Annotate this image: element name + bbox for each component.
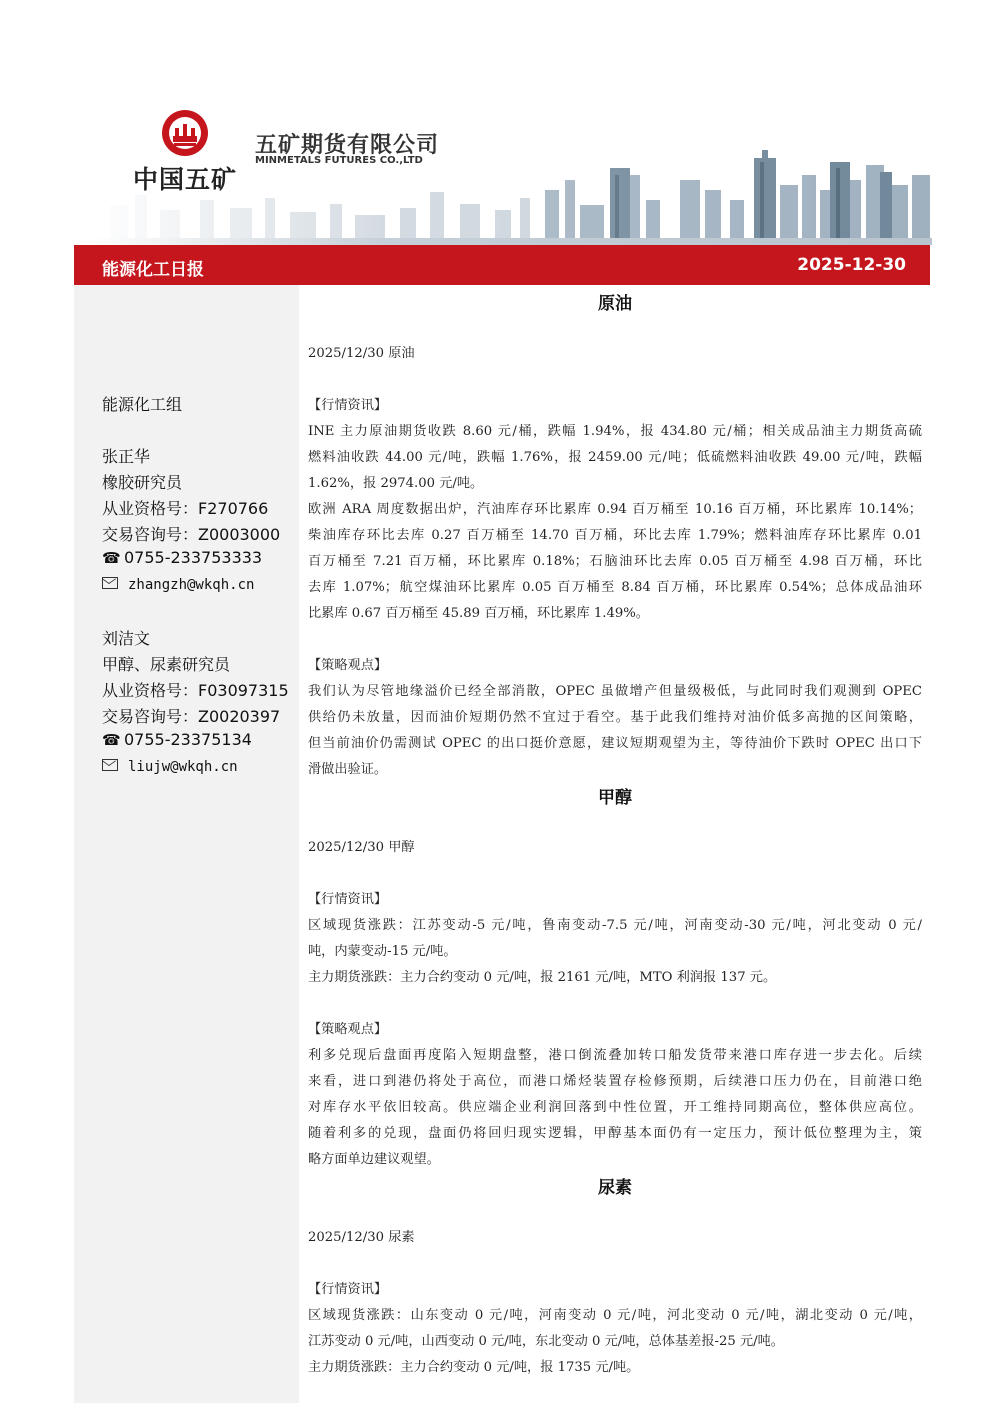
analyst-email[interactable]: zhangzh@wkqh.cn <box>128 577 255 593</box>
paragraph-line: 略方面单边建议观望。 <box>308 1152 440 1167</box>
analyst-sidebar <box>74 285 299 1403</box>
paragraph-line: 柴油库存环比去库 0.27 百万桶至 14.70 百万桶，环比去库 1.79%；燃料油库存环比累库 0.01 <box>308 528 922 543</box>
news-label: 【行情资讯】 <box>308 1282 388 1297</box>
view-label: 【策略观点】 <box>308 1022 388 1037</box>
view-label: 【策略观点】 <box>308 658 388 673</box>
paragraph-line: 比累库 0.67 百万桶至 45.89 百万桶，环比累库 1.49%。 <box>308 606 649 621</box>
paragraph-line: 随着利多的兑现，盘面仍将回归现实逻辑，甲醇基本面仍有一定压力，预计低位整理为主，策 <box>308 1126 922 1141</box>
group-name: 能源化工组 <box>102 395 183 414</box>
analyst-role: 橡胶研究员 <box>102 473 183 492</box>
report-date: 2025-12-30 <box>797 255 906 275</box>
paragraph-line: 去库 1.07%；航空煤油环比累库 0.05 百万桶至 8.84 百万桶，环比累库 0.54%；总体成品油环 <box>308 580 922 595</box>
paragraph-line: 吨，内蒙变动-15 元/吨。 <box>308 944 457 959</box>
paragraph-line: 主力期货涨跌：主力合约变动 0 元/吨，报 2161 元/吨，MTO 利润报 137 元。 <box>308 970 777 985</box>
analyst-email-line <box>102 756 238 775</box>
analyst-license: 从业资格号：F270766 <box>102 499 269 518</box>
paragraph-line: 区域现货涨跌：山东变动 0 元/吨，河南变动 0 元/吨，河北变动 0 元/吨，湖北变动 0 元/吨， <box>308 1308 922 1323</box>
paragraph-line: 欧洲 ARA 周度数据出炉，汽油库存环比累库 0.94 百万桶至 10.16 百万桶，环比累库 10.14%； <box>308 502 922 517</box>
analyst-consult-id: 交易咨询号：Z0020397 <box>102 707 281 726</box>
section-date-line: 2025/12/30 甲醇 <box>308 840 415 855</box>
analyst-phone-line <box>102 730 252 749</box>
analyst-phone: 0755-233753333 <box>124 548 263 567</box>
section-title-methanol: 甲醇 <box>598 788 632 808</box>
paragraph-line: 对库存水平依旧较高。供应端企业利润回落到中性位置，开工维持同期高位，整体供应高位。 <box>308 1100 922 1115</box>
phone-icon: ☎ <box>102 549 121 567</box>
paragraph-line: 燃料油收跌 44.00 元/吨，跌幅 1.76%，报 2459.00 元/吨；低硫燃料油收跌 49.00 元/吨，跌幅 <box>308 450 922 465</box>
report-header <box>0 0 992 245</box>
paragraph-line: 江苏变动 0 元/吨，山西变动 0 元/吨，东北变动 0 元/吨，总体基差报-25 元/吨。 <box>308 1334 784 1349</box>
paragraph-line: 滑做出验证。 <box>308 762 388 777</box>
analyst-email-line <box>102 574 254 593</box>
paragraph-line: 百万桶至 7.21 百万桶，环比累库 0.18%；石脑油环比去库 0.05 百万桶至 4.98 百万桶，环比 <box>308 554 922 569</box>
section-title-urea: 尿素 <box>598 1178 632 1198</box>
analyst-phone-line <box>102 548 262 567</box>
envelope-icon <box>102 577 118 589</box>
paragraph-line: INE 主力原油期货收跌 8.60 元/桶，跌幅 1.94%，报 434.80 元/桶；相关成品油主力期货高硫 <box>308 424 922 439</box>
report-banner <box>74 245 930 285</box>
section-date-line: 2025/12/30 尿素 <box>308 1230 415 1245</box>
company-name-en: MINMETALS FUTURES CO.,LTD <box>255 155 423 166</box>
analyst-phone: 0755-23375134 <box>124 730 252 749</box>
paragraph-line: 我们认为尽管地缘溢价已经全部消散，OPEC 虽做增产但量级极低，与此同时我们观测到 OPEC <box>308 684 922 699</box>
analyst-name: 刘洁文 <box>102 629 151 648</box>
paragraph-line: 但当前油价仍需测试 OPEC 的出口挺价意愿，建议短期观望为主，等待油价下跌时 OPEC 出口下 <box>308 736 922 751</box>
paragraph-line: 来看，进口到港仍将处于高位，而港口烯烃装置存检修预期，后续港口压力仍在，目前港口绝 <box>308 1074 922 1089</box>
paragraph-line: 1.62%，报 2974.00 元/吨。 <box>308 476 484 491</box>
paragraph-line: 供给仍未放量，因而油价短期仍然不宜过于看空。基于此我们维持对油价低多高抛的区间策略， <box>308 710 922 725</box>
section-date-line: 2025/12/30 原油 <box>308 346 415 361</box>
analyst-license: 从业资格号：F03097315 <box>102 681 289 700</box>
news-label: 【行情资讯】 <box>308 892 388 907</box>
report-title: 能源化工日报 <box>102 260 204 280</box>
paragraph-line: 区域现货涨跌：江苏变动-5 元/吨，鲁南变动-7.5 元/吨，河南变动-30 元/吨，河北变动 0 元/ <box>308 918 922 933</box>
analyst-email[interactable]: liujw@wkqh.cn <box>128 759 238 775</box>
minmetals-emblem-icon <box>160 108 210 158</box>
analyst-role: 甲醇、尿素研究员 <box>102 655 231 674</box>
paragraph-line: 利多兑现后盘面再度陷入短期盘整，港口倒流叠加转口船发货带来港口库存进一步去化。后续 <box>308 1048 922 1063</box>
section-title-crude-oil: 原油 <box>598 294 632 314</box>
analyst-name: 张正华 <box>102 447 151 466</box>
logo-text: 中国五矿 <box>133 165 238 194</box>
phone-icon: ☎ <box>102 731 121 749</box>
analyst-consult-id: 交易咨询号：Z0003000 <box>102 525 281 544</box>
envelope-icon <box>102 759 118 771</box>
paragraph-line: 主力期货涨跌：主力合约变动 0 元/吨，报 1735 元/吨。 <box>308 1360 640 1375</box>
company-name-cn: 五矿期货有限公司 <box>255 133 440 158</box>
news-label: 【行情资讯】 <box>308 398 388 413</box>
